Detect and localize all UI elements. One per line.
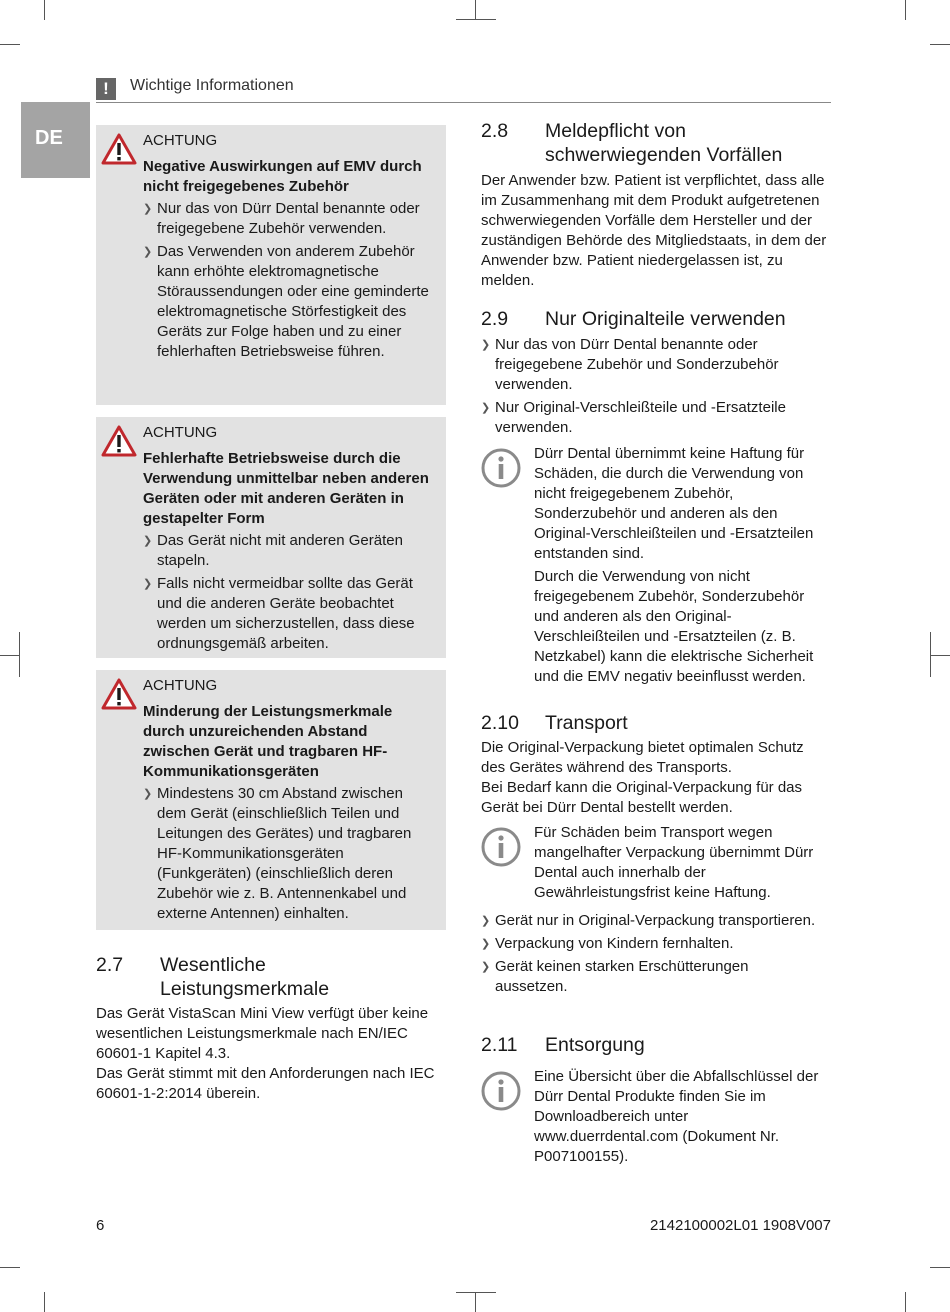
bullet-item: ❯ Mindestens 30 cm Abstand zwischen dem Gerät (einschließlich Teilen und Leitungen des Gerätes) und tragbaren HF-Kommunikationsgeräten (Funkgeräten) (einschließlich deren Zubehör wie z. B. Antennenkabel und externe Antennen) einhalten. (143, 784, 436, 924)
crop-mark (456, 19, 496, 20)
info-body (534, 823, 831, 906)
bullet-list (481, 335, 833, 441)
section-title: Entsorgung (545, 1034, 645, 1056)
info-note (481, 823, 831, 908)
warning-box (96, 125, 446, 405)
info-note (481, 444, 831, 689)
page-header (96, 76, 831, 103)
warning-label: ACHTUNG (143, 677, 218, 694)
section-number: 2.10 (481, 712, 519, 734)
warning-label: ACHTUNG (143, 132, 218, 149)
info-text: Dürr Dental übernimmt keine Haftung für Schäden, die durch die Verwendung von nicht freigegebenem Zubehör, Sonderzubehör und anderen als den Original-Verschleißteilen und -Ersatzteilen entstanden sind. (534, 445, 814, 562)
warning-box (96, 417, 446, 658)
section-title: Nur Originalteile verwenden (545, 308, 786, 330)
bullet-item: ❯ Das Verwenden von anderem Zubehör kann erhöhte elektromagnetische Störaussendungen oder eine geminderte elektromagnetische Störfestigkeit des Geräts zur Folge haben und zu einer fehlerhaften Betriebsweise führen. (143, 242, 436, 362)
section-heading-2-8 (481, 119, 831, 169)
warning-label: ACHTUNG (143, 424, 218, 441)
info-body (534, 444, 831, 690)
bullet-item: ❯ Nur Original-Verschleißteile und -Ersatzteile verwenden. (481, 398, 833, 438)
crop-mark (905, 0, 906, 20)
crop-mark (0, 655, 20, 656)
section-heading-2-7 (96, 953, 446, 1003)
header-title: Wichtige Informationen (130, 77, 294, 94)
warning-triangle-icon (101, 678, 137, 710)
language-tab: DE (21, 102, 90, 178)
crop-mark (0, 44, 20, 45)
crop-mark (475, 1292, 476, 1312)
crop-mark (44, 0, 45, 20)
crop-mark (905, 1292, 906, 1312)
section-title: Transport (545, 712, 628, 734)
warning-heading: Fehlerhafte Betriebsweise durch die Verwendung unmittelbar neben anderen Geräten oder mit anderen Geräten in gestapelter Form (143, 450, 429, 527)
exclamation-icon: ! (96, 78, 116, 100)
info-icon (481, 827, 521, 867)
section-number: 2.11 (481, 1034, 518, 1056)
crop-mark (930, 655, 950, 656)
crop-mark (930, 1267, 950, 1268)
info-icon (481, 448, 521, 488)
paragraph: Das Gerät VistaScan Mini View verfügt über keine wesentlichen Leistungsmerkmale nach EN/IEC 60601-1 Kapitel 4.3. (96, 1005, 429, 1062)
warning-bullets (143, 531, 436, 654)
bullet-item: ❯ Falls nicht vermeidbar sollte das Gerät und die anderen Geräte beobachtet werden um sicherzustellen, dass diese ordnungsgemäß arbeiten. (143, 574, 436, 654)
paragraph: Die Original-Verpackung bietet optimalen Schutz des Gerätes während des Transports. (481, 739, 804, 776)
section-number: 2.8 (481, 120, 509, 142)
info-text: Durch die Verwendung von nicht freigegebenem Zubehör, Sonderzubehör und anderen als den Original-Verschleißteilen und -Ersatzteilen (z. B. Netzkabel) kann die elektrische Sicherheit und die EMV negativ beeinflusst werden. (534, 568, 814, 685)
crop-mark (456, 1292, 496, 1293)
section-heading-2-10 (481, 711, 831, 737)
info-icon (481, 1071, 521, 1111)
paragraph: Bei Bedarf kann die Original-Verpackung für das Gerät bei Dürr Dental bestellt werden. (481, 779, 803, 816)
section-number: 2.7 (96, 954, 124, 976)
bullet-item: ❯ Verpackung von Kindern fernhalten. (481, 934, 821, 954)
warning-bullets (143, 784, 436, 924)
info-text: Eine Übersicht über die Abfallschlüssel der Dürr Dental Produkte finden Sie im Downloadbereich unter www.duerrdental.com (Dokument Nr. P007100155). (534, 1068, 819, 1165)
warning-triangle-icon (101, 425, 137, 457)
section-heading-2-11 (481, 1033, 831, 1059)
bullet-item: ❯ Nur das von Dürr Dental benannte oder freigegebene Zubehör verwenden. (143, 199, 436, 239)
section-number: 2.9 (481, 308, 509, 330)
crop-mark (930, 44, 950, 45)
page-number: 6 (96, 1217, 105, 1234)
bullet-item: ❯ Gerät nur in Original-Verpackung transportieren. (481, 911, 821, 931)
section-title: Meldepflicht von schwerwiegenden Vorfällen (545, 120, 783, 166)
paragraph: Der Anwender bzw. Patient ist verpflichtet, dass alle im Zusammenhang mit dem Produkt aufgetretenen schwerwiegenden Vorfälle dem Hersteller und der zuständigen Behörde des Mitgliedstaats, in dem der Anwender bzw. Patient niedergelassen ist, zu melden. (481, 172, 827, 289)
bullet-item: ❯ Gerät keinen starken Erschütterungen aussetzen. (481, 957, 821, 997)
warning-heading: Minderung der Leistungsmerkmale durch unzureichenden Abstand zwischen Gerät und tragbaren HF- Kommunikationsgeräten (143, 703, 393, 780)
paragraph: Das Gerät stimmt mit den Anforderungen nach IEC 60601-1-2:2014 überein. (96, 1065, 435, 1102)
crop-mark (475, 0, 476, 20)
bullet-item: ❯ Nur das von Dürr Dental benannte oder freigegebene Zubehör und Sonderzubehör verwenden. (481, 335, 833, 395)
warning-triangle-icon (101, 133, 137, 165)
document-number: 2142100002L01 1908V007 (649, 1217, 831, 1234)
warning-box (96, 670, 446, 930)
info-note (481, 1067, 831, 1165)
crop-mark (44, 1292, 45, 1312)
section-title: Wesentliche Leistungsmerkmale (160, 954, 330, 1000)
bullet-item: ❯ Das Gerät nicht mit anderen Geräten stapeln. (143, 531, 436, 571)
crop-mark (0, 1267, 20, 1268)
bullet-list (481, 911, 821, 1000)
info-text: Für Schäden beim Transport wegen mangelhafter Verpackung übernimmt Dürr Dental auch innerhalb der Gewährleistungsfrist keine Haftung. (534, 824, 814, 901)
warning-heading: Negative Auswirkungen auf EMV durch nicht freigegebenes Zubehör (143, 158, 422, 195)
warning-bullets (143, 199, 436, 362)
info-body (534, 1067, 831, 1170)
section-heading-2-9 (481, 307, 831, 333)
